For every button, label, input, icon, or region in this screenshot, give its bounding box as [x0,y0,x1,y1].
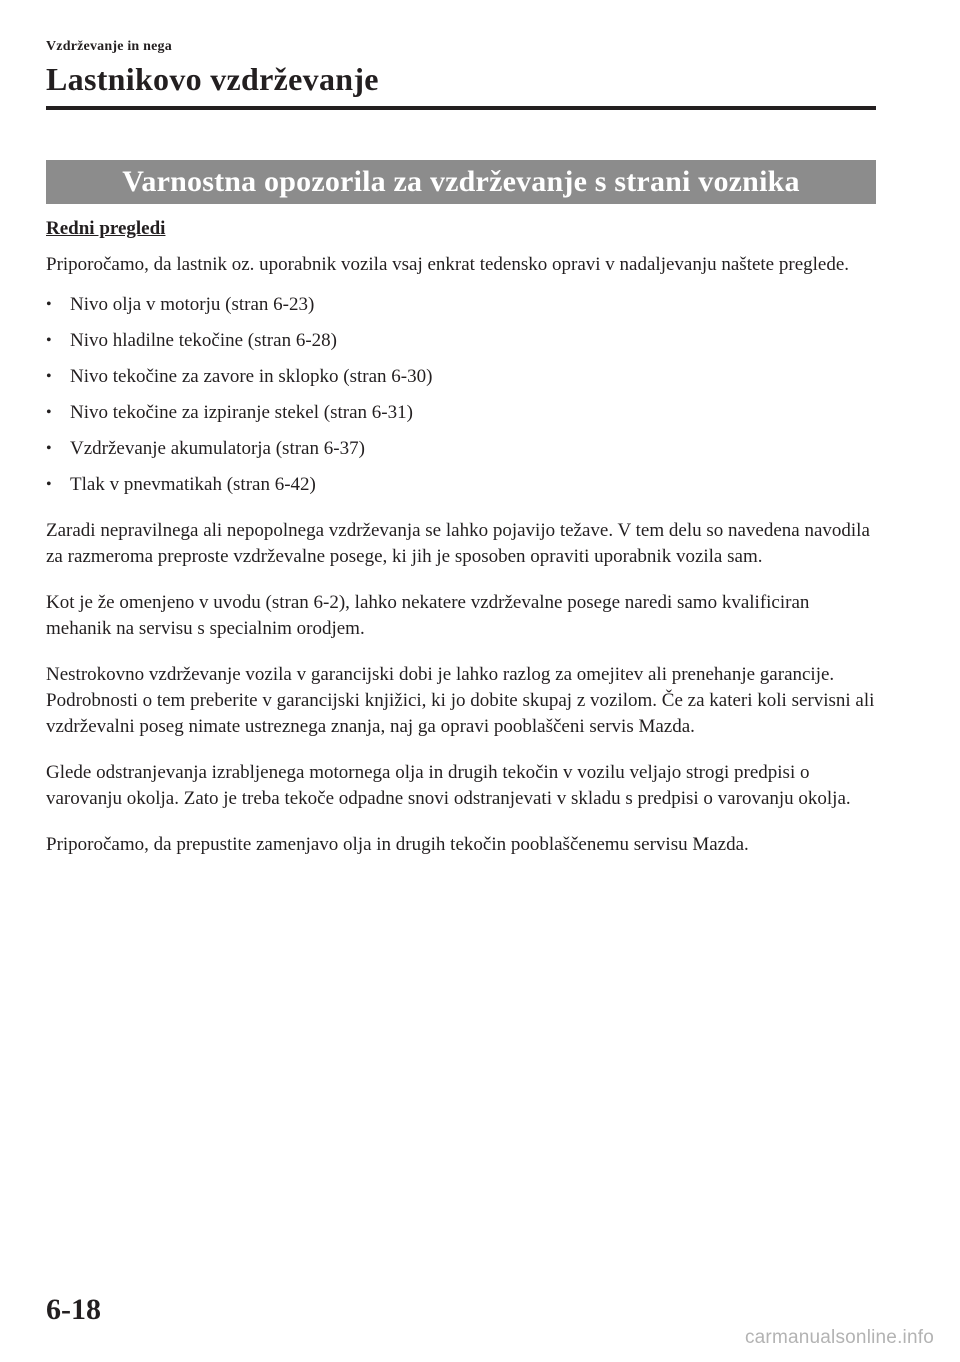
page-number: 6-18 [46,1293,101,1326]
list-item-text: Nivo olja v motorju (stran 6-23) [70,294,315,315]
main-content [46,216,876,878]
bullet-icon: • [46,404,52,421]
list-item [46,328,876,354]
inspection-list [46,292,876,498]
subheading: Redni pregledi [46,218,166,239]
list-item [46,472,876,498]
section-label: Vzdrževanje in nega [46,39,172,54]
intro-paragraph: Priporočamo, da lastnik oz. uporabnik vozila vsaj enkrat tedensko opravi v nadaljevanju naštete preglede. [46,254,850,275]
paragraph-recommendation: Priporočamo, da prepustite zamenjavo olja in drugih tekočin pooblaščenemu servisu Mazda. [46,834,749,855]
bullet-icon: • [46,476,52,493]
page-header [46,38,876,98]
paragraph-qualified-mechanic: Kot je že omenjeno v uvodu (stran 6-2), lahko nekatere vzdrževalne posege naredi samo kvalificiran mehanik na servisu s specialnim orodjem. [46,592,810,639]
paragraph-environment: Glede odstranjevanja izrabljenega motornega olja in drugih tekočin v vozilu veljajo strogi predpisi o varovanju okolja. Zato je treba tekoče odpadne snovi odstranjevati v skladu s predpisi o varovanju okolja. [46,762,851,809]
list-item [46,436,876,462]
bullet-icon: • [46,296,52,313]
list-item [46,364,876,390]
list-item-text: Nivo hladilne tekočine (stran 6-28) [70,330,337,351]
list-item-text: Nivo tekočine za zavore in sklopko (stran 6-30) [70,366,433,387]
paragraph-maintenance-problems: Zaradi nepravilnega ali nepopolnega vzdrževanja se lahko pojavijo težave. V tem delu so navedena navodila za razmeroma preproste vzdrževalne posege, ki jih je sposoben opraviti uporabnik vozila sam. [46,520,870,567]
list-item [46,400,876,426]
header-divider [46,106,876,110]
bullet-icon: • [46,368,52,385]
list-item [46,292,876,318]
section-title-banner: Varnostna opozorila za vzdrževanje s strani voznika [46,160,876,204]
paragraph-warranty: Nestrokovno vzdrževanje vozila v garancijski dobi je lahko razlog za omejitev ali prenehanje garancije. Podrobnosti o tem preberite v garancijski knjižici, ki jo dobite skupaj z vozilom. Če za kateri koli servisni ali vzdrževalni poseg nimate ustreznega znanja, naj ga opravi pooblaščeni servis Mazda. [46,664,875,737]
page-title: Lastnikovo vzdrževanje [46,61,379,97]
list-item-text: Vzdrževanje akumulatorja (stran 6-37) [70,438,365,459]
list-item-text: Nivo tekočine za izpiranje stekel (stran 6-31) [70,402,413,423]
watermark: carmanualsonline.info [744,1327,934,1348]
bullet-icon: • [46,332,52,349]
bullet-icon: • [46,440,52,457]
list-item-text: Tlak v pnevmatikah (stran 6-42) [70,474,316,495]
